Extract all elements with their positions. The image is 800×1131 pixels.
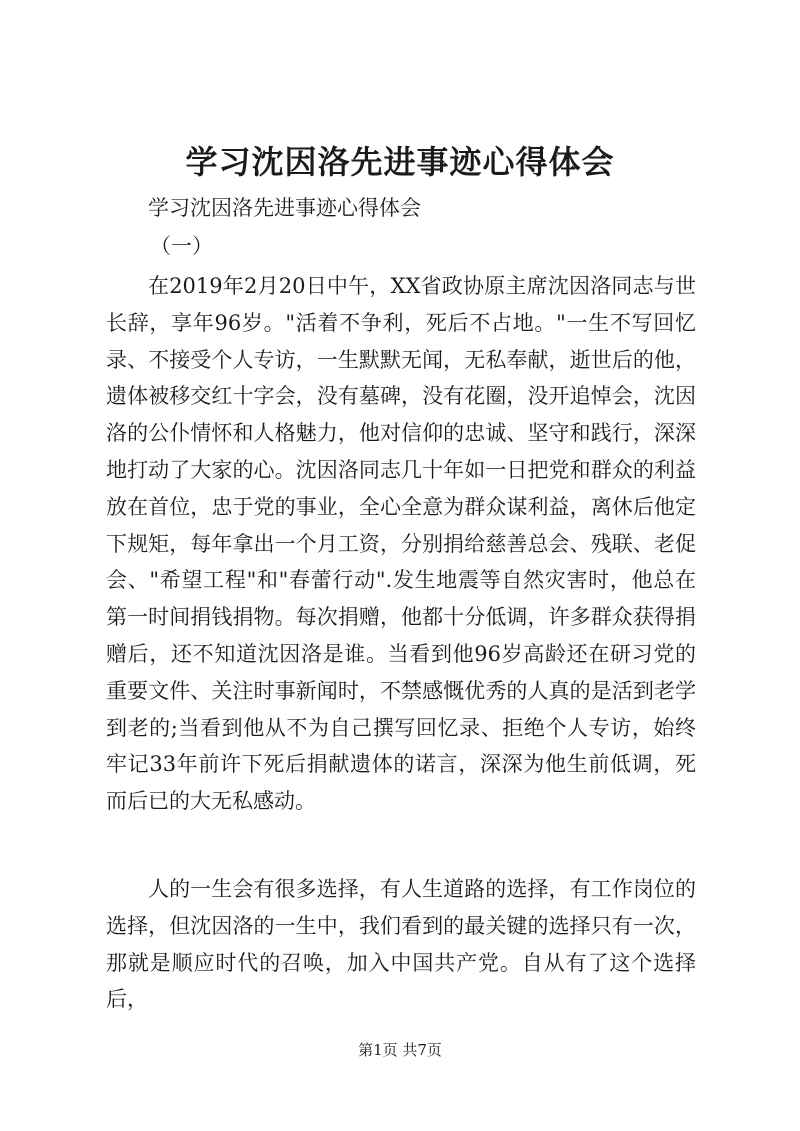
page-footer: 第1页 共7页 bbox=[358, 1041, 442, 1059]
body-paragraph: 在2019年2月20日中午，XX省政协原主席沈因洛同志与世长辞，享年96岁。"活着不争利，死后不占地。"一生不写回忆录、不接受个人专访，一生默默无闻，无私奉献，逝世后的他，遗体被移交红十字会，没有墓碑，没有花圈，没开追悼会，沈因洛的公仆情怀和人格魅力，他对信仰的忠诚、坚守和践行，深深地打动了大家的心。沈因洛同志几十年如一日把党和群众的利益放在首位，忠于党的事业，全心全意为群众谋利益，离休后他定下规矩，每年拿出一个月工资，分别捐给慈善总会、残联、老促会、"希望工程"和"春蕾行动".发生地震等自然灾害时，他总在第一时间捐钱捐物。每次捐赠，他都十分低调，许多群众获得捐赠后，还不知道沈因洛是谁。当看到他96岁高龄还在研习党的重要文件、关注时事新闻时，不禁感慨优秀的人真的是活到老学到老的;当看到他从不为自己撰写回忆录、拒绝个人专访，始终牢记33年前许下死后捐献遗体的诺言，深深为他生前低调，死而后已的大无私感动。 bbox=[106, 274, 696, 814]
body-paragraph: 人的一生会有很多选择，有人生道路的选择，有工作岗位的选择，但沈因洛的一生中，我们看到的最关键的选择只有一次，那就是顺应时代的召唤，加入中国共产党。自从有了这个选择后， bbox=[106, 877, 696, 1012]
document-subtitle: 学习沈因洛先进事迹心得体会 bbox=[148, 196, 421, 220]
document-title: 学习沈因洛先进事迹心得体会 bbox=[185, 143, 615, 181]
section-label: （一） bbox=[150, 234, 213, 258]
